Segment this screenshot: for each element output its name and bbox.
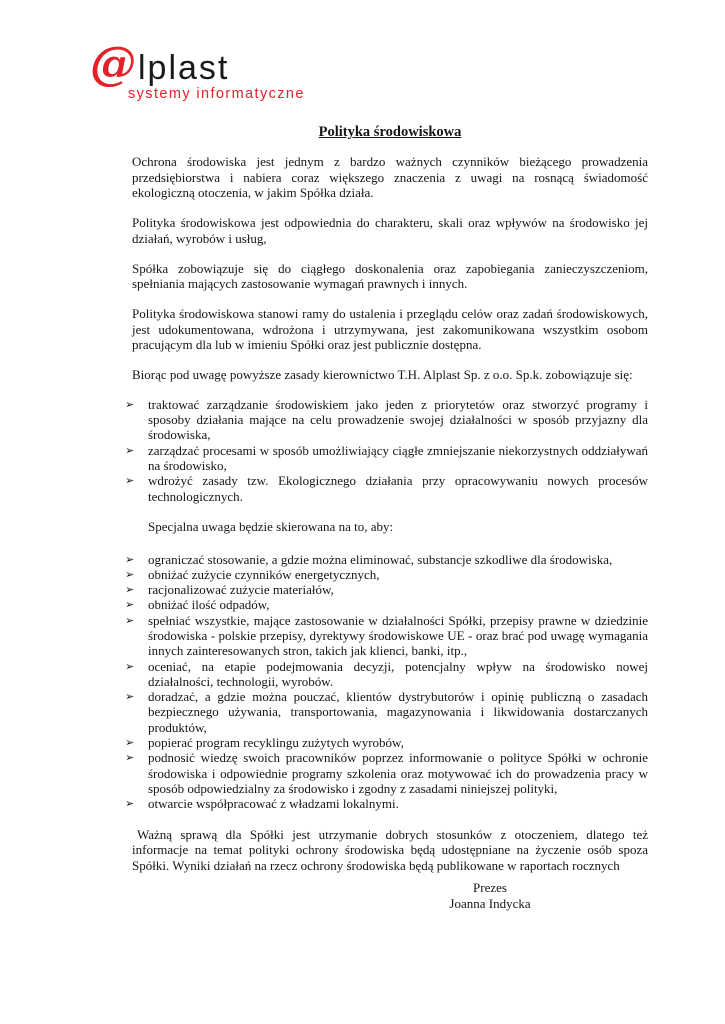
bullet-arrow-icon: ➢ xyxy=(125,397,135,411)
special-note: Specjalna uwaga będzie skierowana na to, aby: xyxy=(148,518,394,534)
list-item-text: wdrożyć zasady tzw. Ekologicznego działania przy opracowywaniu nowych procesów technologicznych. xyxy=(148,473,648,504)
list-item-text: podnosić wiedzę swoich pracowników poprzez informowanie o polityce Spółki w ochronie środowiska i odpowiednie programy szkolenia oraz motywować ich do prowadzenia pracy w sposób odpowiedzialny za środowisko i zgodny z zasadami niniejszej polityki, xyxy=(148,750,648,796)
list-item xyxy=(125,612,648,659)
bullet-arrow-icon: ➢ xyxy=(125,613,135,627)
list-item-text: popierać program recyklingu zużytych wyrobów, xyxy=(148,735,404,751)
list-item-text: obniżać ilość odpadów, xyxy=(148,597,270,613)
bullet-arrow-icon: ➢ xyxy=(125,598,135,612)
focus-points-list xyxy=(125,551,648,812)
list-item xyxy=(125,551,648,567)
list-item xyxy=(125,796,648,812)
list-item-text: doradzać, a gdzie można pouczać, klientów dystrybutorów i opinię publiczną o zasadach bezpiecznego używania, transportowania, magazynowania i likwidowania dostarczanych produktów, xyxy=(148,689,648,735)
bullet-arrow-icon: ➢ xyxy=(125,690,135,704)
list-item xyxy=(125,658,648,690)
logo-company-name: lplast xyxy=(138,49,230,87)
paragraph-scope: Polityka środowiskowa jest odpowiednia do charakteru, skali oraz wpływów na środowisko jej działań, wyrobów i usług, xyxy=(132,215,648,246)
list-item-text: spełniać wszystkie, mające zastosowanie w działalności Spółki, przepisy prawne w dziedzinie środowiska - polskie przepisy, dyrektywy środowiskowe UE - oraz brać pod uwagę wymagania innych zainteresowanych stron, takich jak klienci, banki, itp., xyxy=(148,612,648,659)
document-title: Polityka środowiskowa xyxy=(318,124,462,140)
bullet-arrow-icon: ➢ xyxy=(125,797,135,811)
signature-name: Joanna Indycka xyxy=(449,896,531,912)
list-item-text: zarządzać procesami w sposób umożliwiający ciągłe zmniejszanie niekorzystnych oddziaływań na środowisko, xyxy=(148,442,648,473)
logo-wordmark xyxy=(90,36,305,90)
list-item-text: obniżać zużycie czynników energetycznych, xyxy=(148,566,380,582)
bullet-arrow-icon: ➢ xyxy=(125,583,135,597)
list-item xyxy=(125,750,648,796)
list-item xyxy=(125,582,648,598)
closing-paragraph: Ważną sprawą dla Spółki jest utrzymanie dobrych stosunków z otoczeniem, dlatego też informacje na temat polityki ochrony środowiska będą udostępniane na życzenie osób spoza Spółki. Wyniki działań na rzecz ochrony środowiska będą publikowane w raportach rocznych xyxy=(132,826,648,873)
bullet-arrow-icon: ➢ xyxy=(125,552,135,566)
signature-block xyxy=(390,880,590,913)
list-item xyxy=(125,442,648,474)
list-item xyxy=(125,396,648,443)
paragraph-framework: Polityka środowiskowa stanowi ramy do ustalenia i przeglądu celów oraz zadań środowiskowych, jest udokumentowana, wdrożona i utrzymywana, jest zakomunikowana wszystkim osobom pracującym dla lub w imieniu Spółki oraz jest publicznie dostępna. xyxy=(132,305,648,353)
paragraph-management-pledge: Biorąc pod uwagę powyższe zasady kierownictwo T.H. Alplast Sp. z o.o. Sp.k. zobowiązuje się: xyxy=(132,367,633,383)
list-item-text: otwarcie współpracować z władzami lokalnymi. xyxy=(148,796,399,812)
list-item xyxy=(125,566,648,582)
list-item-text: ograniczać stosowanie, a gdzie można eliminować, substancje szkodliwe dla środowiska, xyxy=(148,551,613,567)
bullet-arrow-icon: ➢ xyxy=(125,474,135,488)
commitments-list xyxy=(125,396,648,504)
bullet-arrow-icon: ➢ xyxy=(125,751,135,765)
bullet-arrow-icon: ➢ xyxy=(125,659,135,673)
bullet-arrow-icon: ➢ xyxy=(125,736,135,750)
company-logo xyxy=(90,36,305,102)
signature-role: Prezes xyxy=(473,879,507,895)
logo-tagline: systemy informatyczne xyxy=(128,86,305,102)
bullet-arrow-icon: ➢ xyxy=(125,443,135,457)
bullet-arrow-icon: ➢ xyxy=(125,567,135,581)
list-item-text: oceniać, na etapie podejmowania decyzji, potencjalny wpływ na środowisko nowej działalności, technologii, wyrobów. xyxy=(148,658,648,689)
list-item xyxy=(125,735,648,751)
list-item xyxy=(125,689,648,735)
list-item-text: traktować zarządzanie środowiskiem jako jeden z priorytetów oraz stworzyć programy i sposoby działania mające na celu prowadzenie swojej działalności w sposób przyjazny dla środowiska, xyxy=(148,396,648,443)
paragraph-commitment: Spółka zobowiązuje się do ciągłego doskonalenia oraz zapobiegania zanieczyszczeniom, spełniania mających zastosowanie wymagań prawnych i innych. xyxy=(132,260,648,292)
paragraph-intro: Ochrona środowiska jest jednym z bardzo ważnych czynników bieżącego prowadzenia przedsiębiorstwa i nabiera coraz większego znaczenia z uwagi na rosnącą świadomość ekologiczną otoczenia, w jakim Spółka działa. xyxy=(132,154,648,201)
list-item xyxy=(125,473,648,504)
logo-at-icon: @ xyxy=(90,36,136,90)
list-item xyxy=(125,597,648,613)
document-content xyxy=(125,124,648,913)
list-item-text: racjonalizować zużycie materiałów, xyxy=(148,582,334,598)
